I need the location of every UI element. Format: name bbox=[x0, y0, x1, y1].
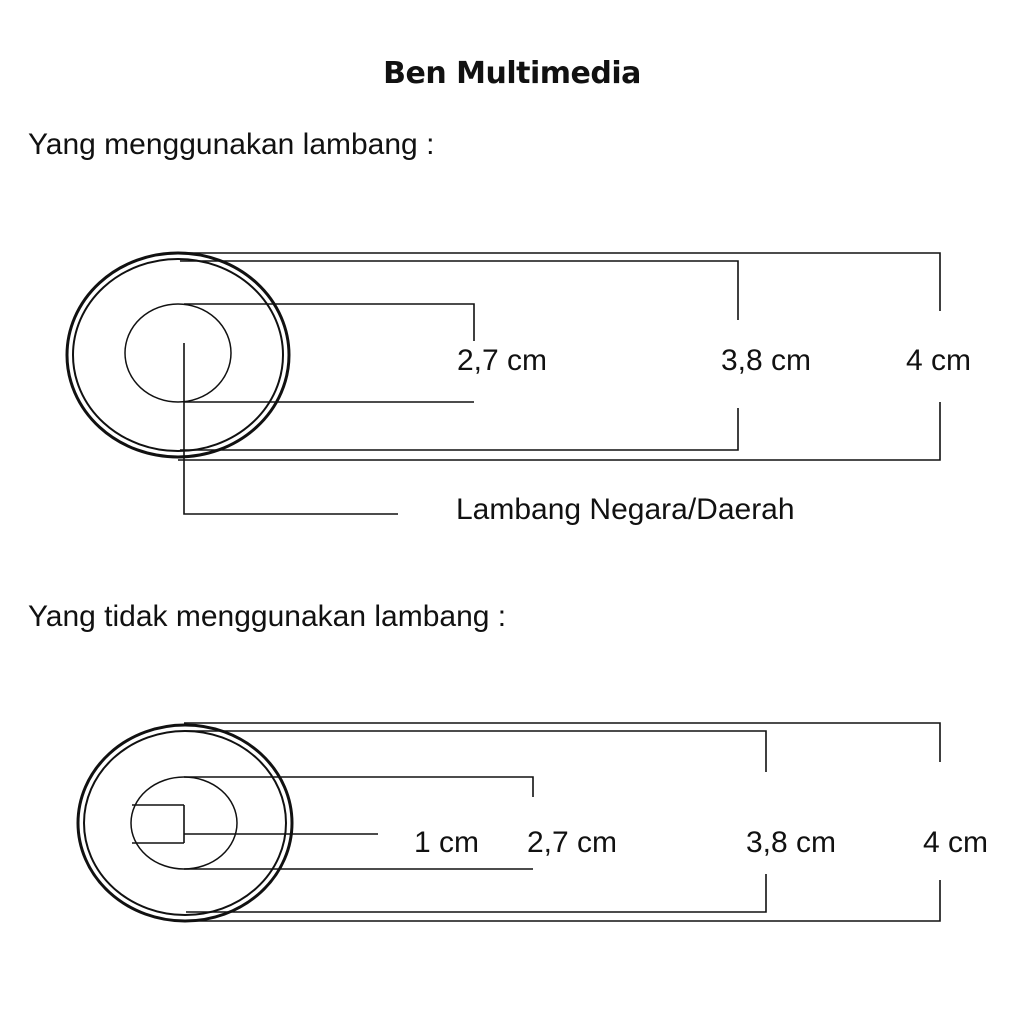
emblem-circle-2-7cm bbox=[125, 304, 231, 402]
label-4cm-top: 4 cm bbox=[906, 344, 972, 377]
label-4cm-bottom: 4 cm bbox=[923, 826, 989, 859]
label-2-7cm-bottom: 2,7 cm bbox=[527, 826, 618, 859]
label-3-8cm-top: 3,8 cm bbox=[721, 344, 812, 377]
heading-without-emblem: Yang tidak menggunakan lambang : bbox=[28, 600, 507, 633]
bracket-4cm bbox=[178, 253, 940, 460]
label-3-8cm-bottom: 3,8 cm bbox=[746, 826, 837, 859]
outer-ring-inner-edge bbox=[84, 731, 286, 915]
heading-with-emblem: Yang menggunakan lambang : bbox=[28, 128, 435, 161]
label-emblem: Lambang Negara/Daerah bbox=[456, 493, 795, 526]
stamp-with-emblem bbox=[67, 253, 940, 514]
label-1cm: 1 cm bbox=[414, 826, 480, 859]
bracket-4cm bbox=[184, 723, 940, 921]
outer-ring-4cm bbox=[67, 253, 289, 457]
emblem-leader-line bbox=[184, 343, 398, 514]
label-2-7cm-top: 2,7 cm bbox=[457, 344, 548, 377]
outer-ring-inner-edge bbox=[73, 259, 283, 451]
outer-ring-4cm bbox=[78, 725, 292, 921]
center-box-1cm bbox=[132, 805, 184, 843]
bracket-3-8cm bbox=[186, 731, 766, 912]
bracket-2-7cm bbox=[184, 304, 474, 402]
stamp-without-emblem bbox=[78, 723, 940, 921]
page-title: Ben Multimedia bbox=[383, 56, 641, 91]
